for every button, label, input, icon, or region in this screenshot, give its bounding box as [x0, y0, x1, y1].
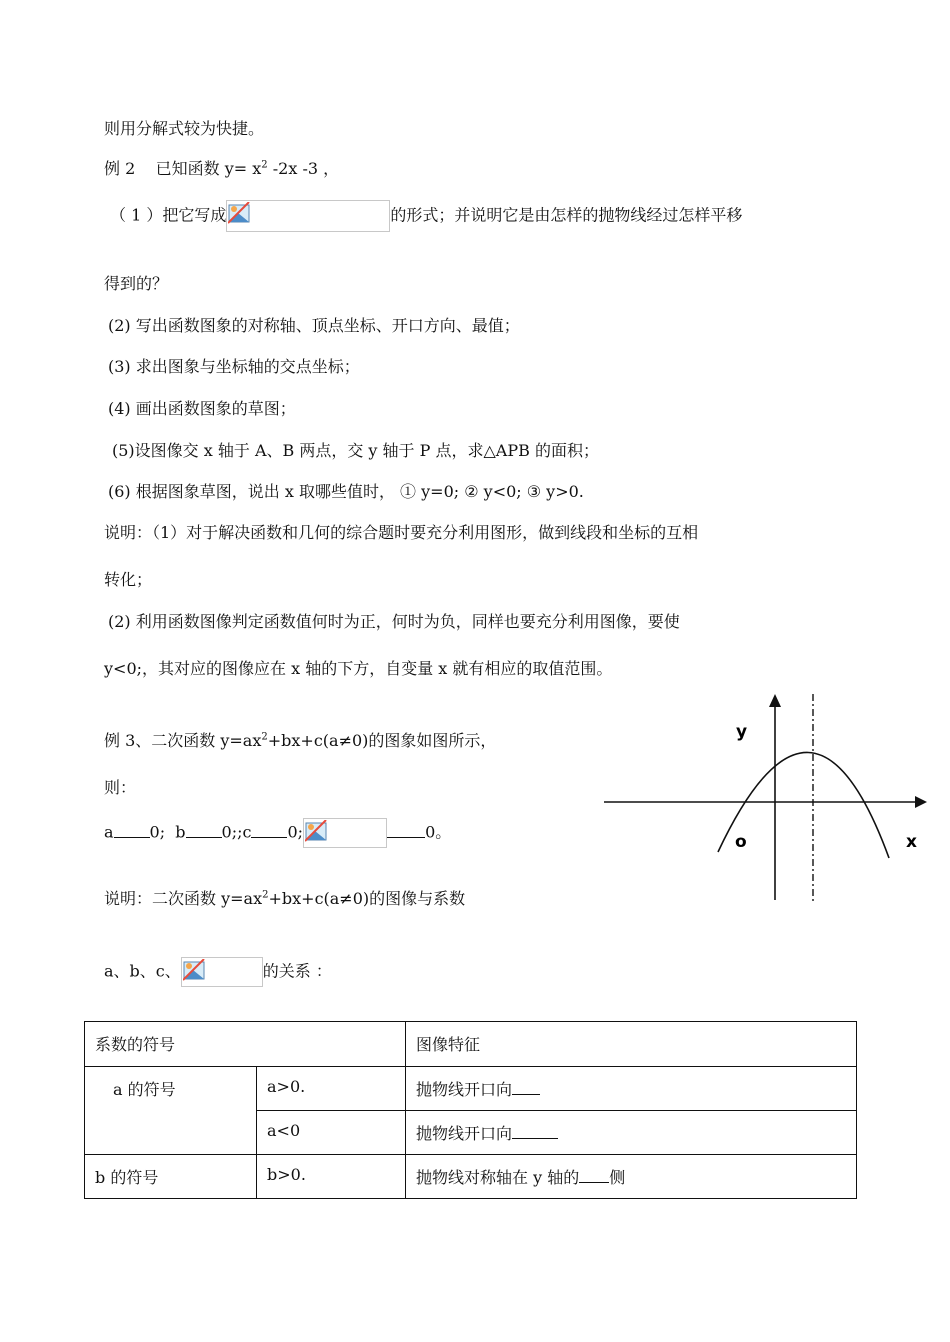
line-fast-method: 则用分解式较为快捷。 — [104, 119, 265, 138]
relation-line — [104, 957, 332, 987]
relation-prefix: a、b、c、 — [104, 961, 181, 981]
example2-function-rest: -2x -3 ， — [267, 159, 340, 178]
exponent: 2 — [261, 159, 268, 171]
table-cell — [257, 1155, 406, 1199]
parabola-graph — [600, 690, 935, 910]
table-row — [85, 1067, 857, 1111]
question-6: (6) 根据图象草图，说出 x 取哪些值时， ① y=0; ② y<0; ③ y>0. — [108, 482, 584, 501]
origin-label: o — [735, 832, 747, 852]
blank-b-label: b — [175, 822, 186, 842]
broken-image-placeholder — [226, 200, 390, 232]
coefficient-table — [84, 1021, 857, 1199]
feature-a-positive — [406, 1067, 856, 1101]
note-3-text-rest: +bx+c(a≠0)的图像与系数 — [268, 889, 466, 908]
note-2-continued: y<0;，其对应的图像应在 x 轴的下方，自变量 x 就有相应的取值范围。 — [104, 659, 613, 678]
example3-text: 例 3、二次函数 y=ax — [104, 731, 262, 750]
example3-blanks — [104, 818, 451, 848]
blank-b[interactable] — [186, 823, 222, 838]
example2-function: 已知函数 y= x — [155, 159, 262, 178]
feature-text: 抛物线开口向 — [416, 1124, 513, 1143]
broken-image-icon — [183, 959, 205, 981]
broken-image-icon — [305, 820, 327, 842]
table-cell — [406, 1155, 857, 1199]
feature-text: 抛物线对称轴在 y 轴的 — [416, 1168, 580, 1187]
x-axis-label: x — [906, 832, 917, 852]
y-axis-label: y — [736, 722, 748, 742]
group-a-sign: a 的符号 — [113, 1080, 176, 1099]
header-coef-sign: 系数的符号 — [95, 1035, 176, 1054]
blank-a[interactable] — [114, 823, 150, 838]
question-3: (3) 求出图象与坐标轴的交点坐标； — [108, 357, 360, 376]
note-3 — [104, 888, 465, 910]
note-3-text: 说明：二次函数 y=ax — [104, 889, 263, 908]
table-row — [85, 1155, 857, 1199]
blank-c-label: ;c — [237, 822, 252, 842]
blank-expression[interactable] — [387, 823, 425, 838]
relation-suffix: 的关系 ： — [262, 961, 332, 981]
feature-blank[interactable] — [512, 1080, 540, 1095]
table-cell — [406, 1111, 857, 1155]
blank-a-zero: 0; — [149, 822, 166, 842]
feature-tail: 侧 — [609, 1168, 626, 1187]
table-cell — [257, 1111, 406, 1155]
y-axis-arrow — [769, 694, 781, 707]
example3-text-rest: +bx+c(a≠0)的图象如图所示， — [267, 731, 497, 750]
table-cell — [406, 1067, 857, 1111]
cond-a-positive: a>0. — [267, 1077, 306, 1096]
table-group-cell — [85, 1067, 257, 1155]
blank-c[interactable] — [251, 823, 287, 838]
blank-expression-end: 0。 — [425, 822, 452, 842]
broken-image-placeholder — [303, 818, 387, 848]
example2-statement — [104, 158, 339, 180]
example2-label: 例 2 — [104, 159, 136, 178]
question-1-prefix: （ 1 ）把它写成 — [110, 205, 227, 225]
table-cell — [257, 1067, 406, 1111]
table-header-row — [85, 1022, 857, 1067]
exponent: 2 — [261, 731, 268, 743]
cond-b-positive: b>0. — [267, 1165, 306, 1184]
note-2: (2) 利用函数图像判定函数值何时为正，何时为负，同样也要充分利用图像，要使 — [108, 612, 680, 631]
feature-blank[interactable] — [579, 1168, 609, 1183]
example3-then: 则： — [104, 778, 137, 797]
exponent: 2 — [262, 889, 269, 901]
feature-text: 抛物线开口向 — [416, 1080, 513, 1099]
blank-c-zero: 0; — [287, 822, 304, 842]
group-b-sign: b 的符号 — [95, 1168, 159, 1187]
question-2: (2) 写出函数图象的对称轴、顶点坐标、开口方向、最值； — [108, 316, 520, 335]
blank-b-zero: 0; — [221, 822, 238, 842]
question-1-suffix: 的形式；并说明它是由怎样的抛物线经过怎样平移 — [390, 205, 743, 225]
table-header-cell — [406, 1022, 857, 1067]
blank-a-label: a — [104, 822, 114, 842]
question-1-continued: 得到的？ — [104, 274, 169, 293]
broken-image-icon — [228, 202, 250, 224]
question-5: (5)设图像交 x 轴于 A、B 两点，交 y 轴于 P 点，求△APB 的面积； — [112, 441, 599, 460]
x-axis-arrow — [915, 796, 927, 808]
broken-image-placeholder — [181, 957, 263, 987]
cond-a-negative: a<0 — [267, 1121, 301, 1140]
note-1: 说明：（1）对于解决函数和几何的综合题时要充分利用图形，做到线段和坐标的互相 — [104, 523, 699, 542]
table-header-cell — [85, 1022, 406, 1067]
feature-a-negative — [406, 1111, 856, 1145]
table-group-cell — [85, 1155, 257, 1199]
header-graph-feature: 图像特征 — [416, 1035, 481, 1054]
note-1-continued: 转化； — [104, 570, 153, 589]
example3-statement — [104, 730, 496, 752]
question-4: (4) 画出函数图象的草图； — [108, 399, 296, 418]
feature-b-positive — [406, 1155, 856, 1189]
feature-blank[interactable] — [512, 1124, 558, 1139]
question-1 — [110, 200, 742, 232]
